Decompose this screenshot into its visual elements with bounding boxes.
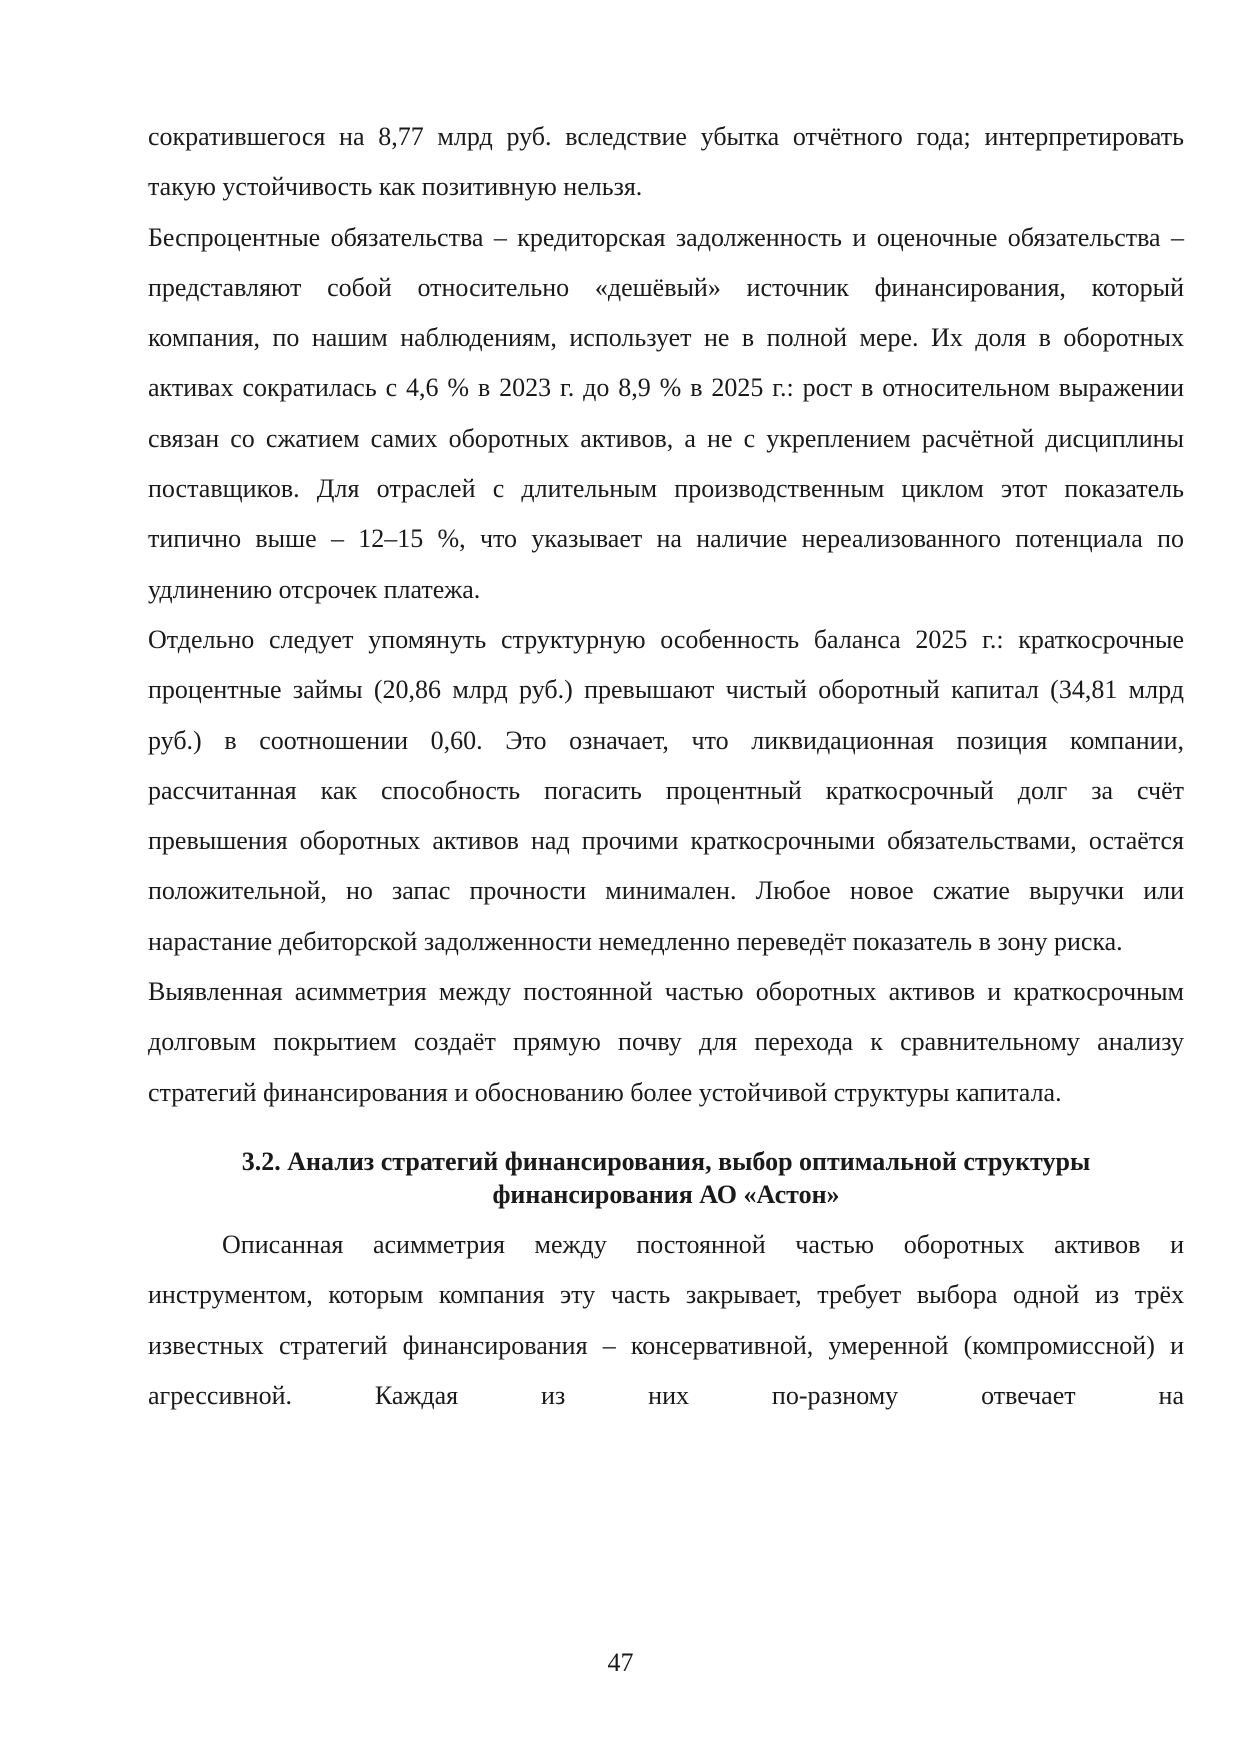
page-number: 47 <box>607 1648 634 1677</box>
paragraph-balance-structure: Отдельно следует упомянуть структурную особенность баланса 2025 г.: краткосрочные процентные займы (20,86 млрд руб.) превышают чистый оборотный капитал (34,81 млрд руб.) в соотношении 0,60. Это означает, что ликвидационная позиция компании, рассчитанная как способность погасить процентный краткосрочный долг за счёт превышения оборотных активов над прочими краткосрочными обязательствами, остаётся положительной, но запас прочности минимален. Любое новое сжатие выручки или нарастание дебиторской задолженности немедленно переведёт показатель в зону риска. <box>148 624 1184 956</box>
section-heading-line-2: финансирования АО «Астон» <box>492 1179 840 1209</box>
paragraph-interest-free-liabilities: Беспроцентные обязательства – кредиторская задолженность и оценочные обязательства – представляют собой относительно «дешёвый» источник финансирования, который компания, по нашим наблюдениям, использует не в полной мере. Их доля в оборотных активах сократилась с 4,6 % в 2023 г. до 8,9 % в 2025 г.: рост в относительном выражении связан со сжатием самих оборотных активов, а не с укреплением расчётной дисциплины поставщиков. Для отраслей с длительным производственным циклом этот показатель типично выше – 12–15 %, что указывает на наличие нереализованного потенциала по удлинению отсрочек платежа. <box>148 222 1184 604</box>
section-heading <box>148 1145 1184 1220</box>
page-body <box>148 112 1184 1421</box>
paragraph-asymmetry-conclusion: Выявленная асимметрия между постоянной частью оборотных активов и краткосрочным долговым покрытием создаёт прямую почву для перехода к сравнительному анализу стратегий финансирования и обоснованию более устойчивой структуры капитала. <box>148 977 1184 1107</box>
section-heading-line-1: 3.2. Анализ стратегий финансирования, выбор оптимальной структуры <box>241 1146 1091 1176</box>
paragraph-strategies-intro: Описанная асимметрия между постоянной частью оборотных активов и инструментом, которым компания эту часть закрывает, требует выбора одной из трёх известных стратегий финансирования – консервативной, умеренной (компромиссной) и агрессивной. Каждая из них по-разному отвечает на <box>148 1229 1184 1410</box>
paragraph-continuation: сократившегося на 8,77 млрд руб. вследствие убытка отчётного года; интерпретировать такую устойчивость как позитивную нельзя. <box>148 122 1184 202</box>
